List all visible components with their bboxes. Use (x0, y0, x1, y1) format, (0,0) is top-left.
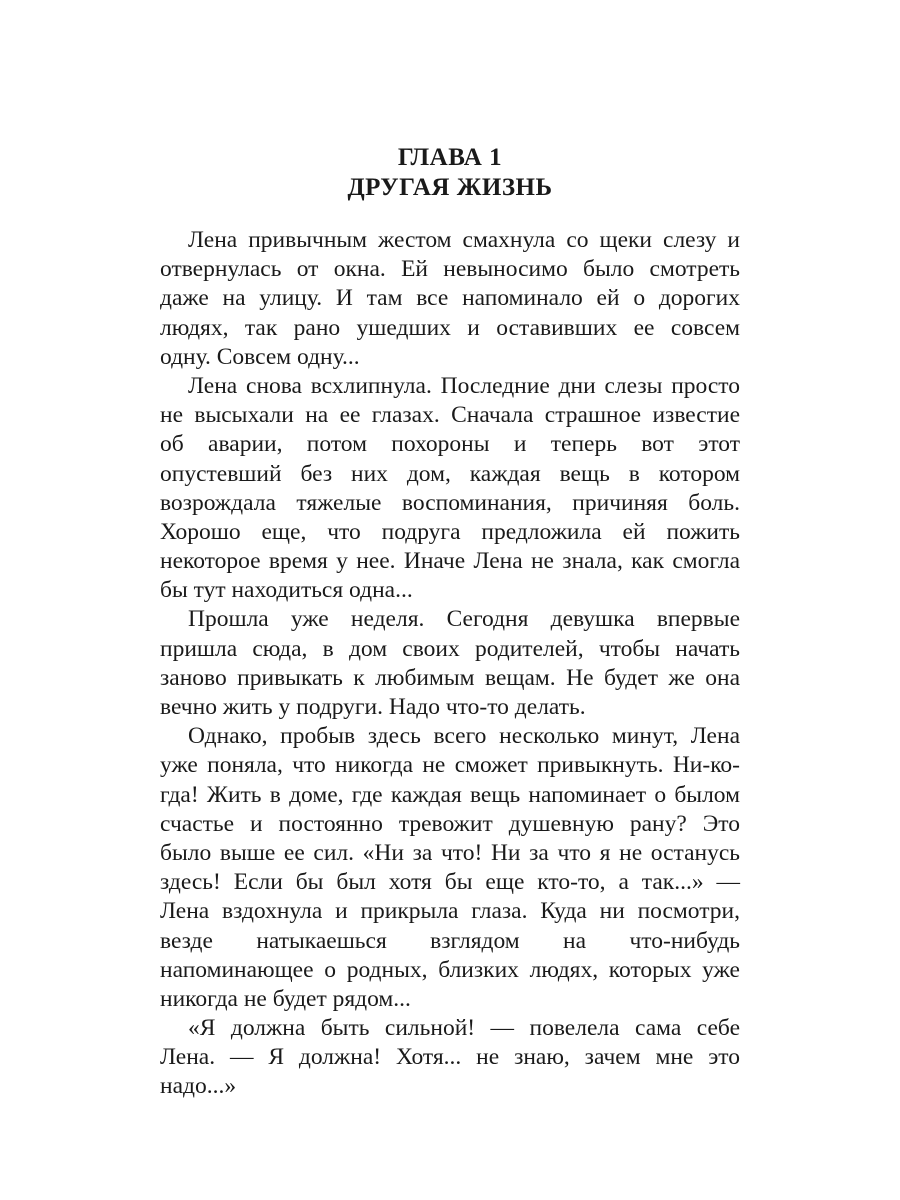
text-line: одну. Совсем одну... (160, 343, 360, 370)
text-line: гда! Жить в доме, где каждая вещь напоминает о былом (160, 781, 740, 808)
text-line: Однако, пробыв здесь всего несколько минут, Лена (188, 723, 740, 750)
text-line: отвернулась от окна. Ей невыносимо было смотреть (160, 256, 740, 283)
chapter-title: ДРУГАЯ ЖИЗНЬ (347, 174, 553, 201)
text-line: пришла сюда, в дом своих родителей, чтобы начать (160, 635, 740, 662)
text-line: не высыхали на ее глазах. Сначала страшное известие (160, 402, 740, 429)
text-line: «Я должна быть сильной! — повелела сама себе (188, 1015, 740, 1042)
text-line: было выше ее сил. «Ни за что! Ни за что я не останусь (160, 839, 740, 866)
paragraph (160, 605, 740, 722)
text-line: никогда не будет рядом... (160, 985, 411, 1012)
text-line: уже поняла, что никогда не сможет привыкнуть. Ни-ко- (160, 752, 740, 779)
paragraph (160, 722, 740, 1014)
chapter-body (160, 226, 740, 1102)
text-line: здесь! Если бы был хотя бы еще кто-то, а так...» — (160, 869, 740, 896)
chapter-number: ГЛАВА 1 (397, 144, 503, 171)
text-line: напоминающее о родных, близких людях, которых уже (160, 956, 740, 983)
text-line: Лена привычным жестом смахнула со щеки слезу и (188, 227, 740, 253)
text-line: Лена вздохнула и прикрыла глаза. Куда ни посмотри, (160, 898, 740, 925)
text-line: заново привыкать к любимым вещам. Не будет же она (160, 664, 740, 691)
text-line: вечно жить у подруги. Надо что-то делать. (160, 694, 586, 720)
text-line: везде натыкаешься взглядом на что-нибудь (160, 927, 740, 954)
text-line: людях, так рано ушедших и оставивших ее совсем (160, 314, 740, 341)
text-line: Лена снова всхлипнула. Последние дни слезы просто (188, 372, 740, 399)
text-line: Хорошо еще, что подруга предложила ей пожить (160, 518, 740, 545)
paragraph (160, 372, 740, 606)
text-line: об аварии, потом похороны и теперь вот этот (160, 431, 740, 458)
text-line: даже на улицу. И там все напоминало ей о дорогих (160, 285, 740, 312)
text-line: бы тут находиться одна... (160, 577, 413, 604)
text-line: опустевший без них дом, каждая вещь в котором (160, 460, 740, 487)
text-line: возрождала тяжелые воспоминания, причиняя боль. (160, 489, 740, 516)
paragraph (160, 226, 740, 372)
text-line: счастье и постоянно тревожит душевную рану? Это (160, 810, 740, 837)
text-line: Лена. — Я должна! Хотя... не знаю, зачем мне это (160, 1044, 740, 1071)
text-line: Прошла уже неделя. Сегодня девушка впервые (188, 606, 740, 633)
paragraph (160, 1014, 740, 1102)
text-line: надо...» (160, 1073, 237, 1100)
text-line: некоторое время у нее. Иначе Лена не знала, как смогла (160, 548, 740, 575)
